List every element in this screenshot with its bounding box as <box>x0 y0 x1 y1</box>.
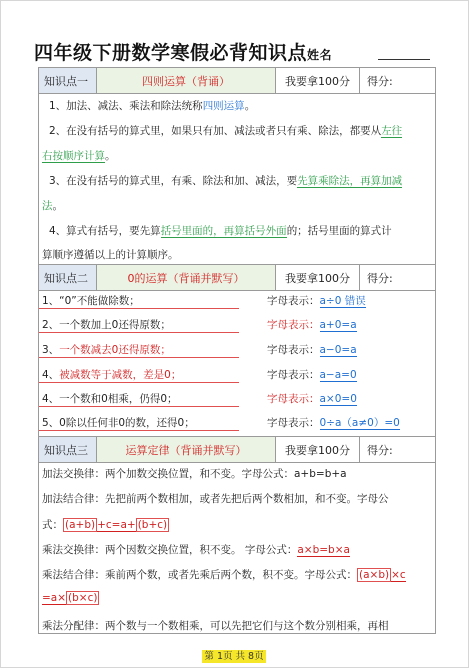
s3-line-4 <box>39 542 435 557</box>
formula: ×c <box>391 569 406 581</box>
expression-label: 字母表示： <box>267 344 320 356</box>
section-header-2 <box>39 264 435 291</box>
title-text: 四年级下册数学寒假必背知识点 <box>34 42 308 64</box>
letter-expression <box>267 293 366 308</box>
section-point-label: 知识点一 <box>39 68 97 93</box>
text: 式： <box>42 519 63 531</box>
answer-underline <box>39 382 239 383</box>
section-point-label: 知识点二 <box>39 265 97 290</box>
section-topic: 0的运算（背诵并默写） <box>97 265 276 290</box>
letter-expression <box>267 342 357 357</box>
s3-line-7 <box>39 618 435 633</box>
rule-text: 5、0除以任何非0的数，还得0； <box>42 417 195 429</box>
text: 算顺序遵循以上的计算顺序。 <box>42 249 179 261</box>
s1-line-6 <box>39 223 435 238</box>
zero-rule-row <box>39 342 435 357</box>
zero-rule-row <box>39 317 435 332</box>
rule-text: 3、 <box>42 344 60 356</box>
letter-expression <box>267 391 357 406</box>
s3-line-1 <box>39 466 435 481</box>
name-fill-line[interactable] <box>378 59 430 60</box>
page-title <box>34 38 332 65</box>
boxed-formula: (b×c) <box>68 592 98 604</box>
letter-expression <box>267 317 357 332</box>
expression-formula: 0÷a（a≠0）=0 <box>319 417 400 429</box>
expression-formula: a+0=a <box>319 319 357 331</box>
answer-underline <box>39 430 239 431</box>
boxed-formula: (a+b) <box>65 519 96 531</box>
rule-text: 4、 <box>42 369 60 381</box>
section-score: 得分: <box>367 443 393 457</box>
rule-highlight: 被减数等于减数，差是0； <box>59 369 182 381</box>
expression-label: 字母表示： <box>267 417 320 429</box>
highlight-text: 右按顺序计算 <box>42 150 105 162</box>
zero-rule-row <box>39 293 435 308</box>
s1-line-1 <box>39 98 435 113</box>
section-topic: 运算定律（背诵并默写） <box>97 437 276 462</box>
text: 乘法结合律：乘前两个数，或者先乘后两个数，积不变。字母公式： <box>42 569 357 581</box>
section-goal: 我要拿100分 <box>276 437 360 462</box>
section-header-1 <box>39 67 435 94</box>
knowledge-table <box>38 67 436 634</box>
section-score: 得分: <box>367 271 393 285</box>
rule-text: 1、“0”不能做除数； <box>42 295 140 307</box>
letter-expression <box>267 367 357 382</box>
section-topic: 四则运算（背诵） <box>97 68 276 93</box>
text: 乘法分配律：两个数与一个数相乘，可以先把它们与这个数分别相乘，再相 <box>42 620 389 632</box>
zero-rule-row <box>39 415 435 430</box>
formula: a×b=b×a <box>297 544 350 556</box>
letter-expression <box>267 415 400 430</box>
s3-line-3 <box>39 517 435 532</box>
s3-line-6 <box>39 592 435 604</box>
s1-line-2 <box>39 123 435 138</box>
text: 乘法交换律：两个因数交换位置，积不变。 字母公式： <box>42 544 298 556</box>
rule-text: 4、一个数和0相乘，仍得0； <box>42 393 178 405</box>
zero-rule-row <box>39 391 435 406</box>
section-point-label: 知识点三 <box>39 437 97 462</box>
text: 3、在没有括号的算式里，有乘、除法和加、减法，要 <box>49 175 298 187</box>
formula: =a× <box>42 592 67 604</box>
text: 4、算式有括号，要先算 <box>49 225 161 237</box>
name-label: 姓名 <box>307 48 333 62</box>
expression-label: 字母表示： <box>267 319 320 331</box>
answer-underline <box>39 406 239 407</box>
s1-line-5 <box>39 198 435 213</box>
text: 。 <box>105 150 116 162</box>
expression-label: 字母表示： <box>267 295 320 307</box>
expression-label: 字母表示： <box>267 369 320 381</box>
highlight-text: 括号里面的，再算括号外面 <box>160 225 287 237</box>
highlight-text: 左往 <box>381 125 403 137</box>
page-footer: 第 1页 共 8页 <box>202 650 266 663</box>
expression-formula: a×0=0 <box>319 393 357 405</box>
text: 的；括号里面的算式计 <box>286 225 392 237</box>
rule-highlight: 一个数减去0还得原数； <box>59 344 171 356</box>
s1-line-3 <box>39 148 435 163</box>
text: 2、在没有括号的算式里，如果只有加、减法或者只有乘、除法，都要从 <box>49 125 382 137</box>
expression-formula: a−a=0 <box>319 369 357 381</box>
text: 加法结合律：先把前两个数相加，或者先把后两个数相加，和不变。字母公 <box>42 493 389 505</box>
expression-formula: a−0=a <box>319 344 357 356</box>
formula: +c=a+ <box>97 519 136 531</box>
s3-line-5 <box>39 567 435 582</box>
highlight-text: 先算乘除法，再算加减 <box>297 175 403 187</box>
expression-label: 字母表示： <box>267 393 320 405</box>
boxed-formula: (b+c) <box>137 519 168 531</box>
text: 。 <box>244 100 256 112</box>
section-goal: 我要拿100分 <box>276 265 360 290</box>
text: 加法交换律：两个加数交换位置，和不变。字母公式： <box>42 468 294 480</box>
zero-rule-row <box>39 367 435 382</box>
s1-line-7 <box>39 247 435 262</box>
s3-line-2 <box>39 491 435 506</box>
section-header-3 <box>39 436 435 463</box>
boxed-formula: (a×b) <box>359 569 390 581</box>
highlight-text: 四则运算 <box>202 100 245 112</box>
s1-line-4 <box>39 173 435 188</box>
text: 。 <box>52 200 63 212</box>
text: 1、加法、减法、乘法和除法统称 <box>49 100 203 112</box>
highlight-text: 法 <box>42 200 53 212</box>
rule-text: 2、一个数加上0还得原数； <box>42 319 171 331</box>
formula: a+b=b+a <box>294 468 347 480</box>
section-score: 得分: <box>367 74 393 88</box>
section-goal: 我要拿100分 <box>276 68 360 93</box>
answer-underline <box>39 332 239 333</box>
answer-underline <box>39 308 239 309</box>
expression-formula: a÷0 错误 <box>319 295 366 307</box>
answer-underline <box>39 357 239 358</box>
